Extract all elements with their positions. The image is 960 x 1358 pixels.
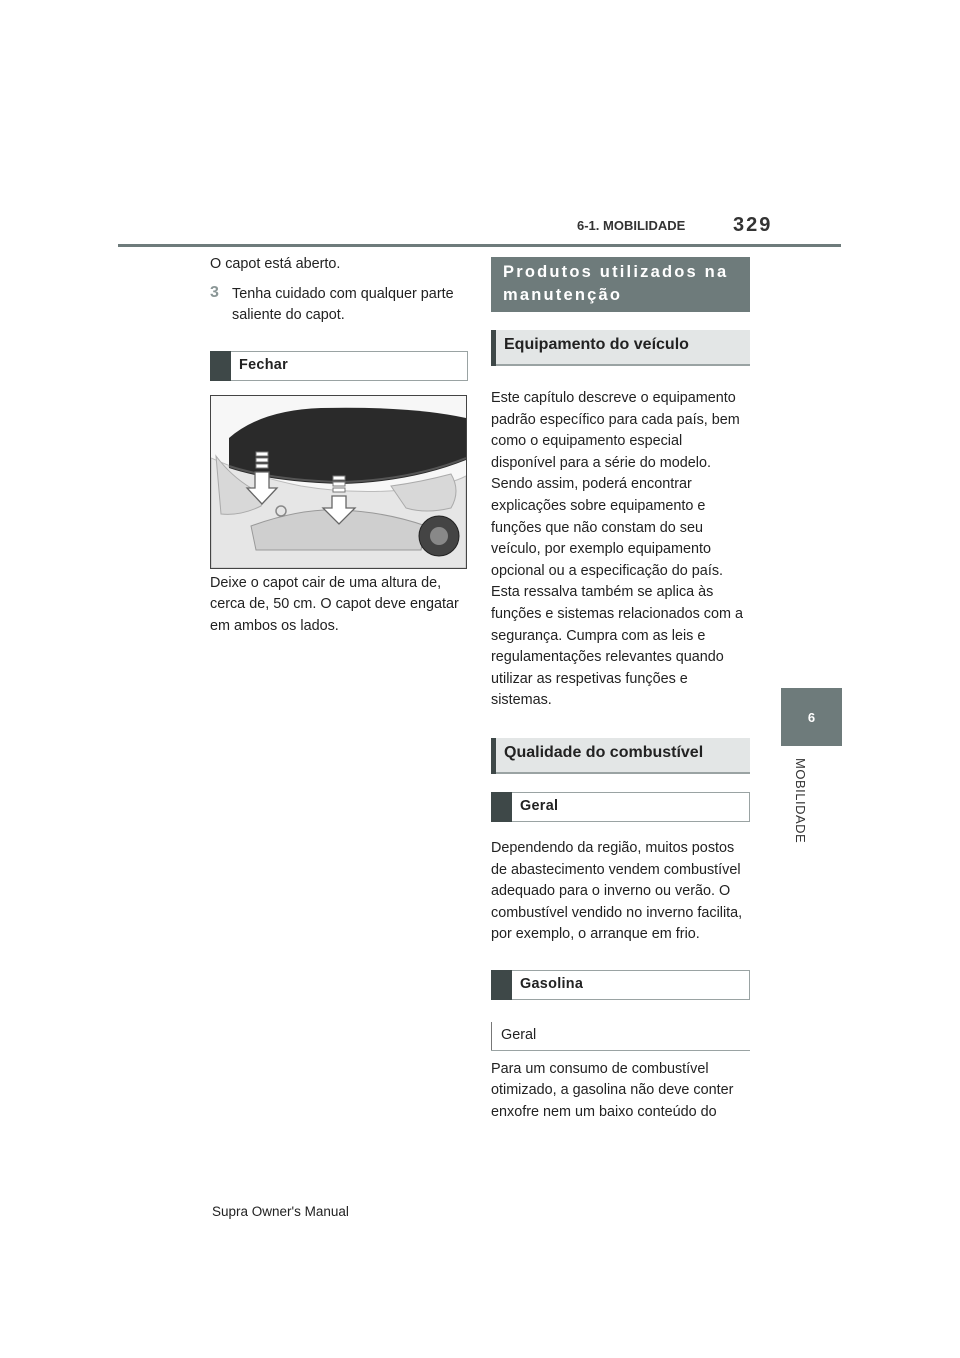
close-heading-text: Fechar: [239, 356, 288, 373]
petrol-general-heading: [491, 1022, 750, 1051]
vehicle-equipment-heading-text: Equipamento do veículo: [504, 336, 689, 353]
step-text: Tenha cuidado com qualquer parte saliente do capot.: [232, 285, 454, 324]
general-heading: [491, 792, 750, 822]
petrol-text: Para um consumo de combustível otimizado, a gasolina não deve conter enxofre nem um baixo conteúdo do: [491, 1060, 734, 1121]
page-number: 329: [733, 214, 773, 236]
chapter-tab[interactable]: [781, 688, 842, 746]
heading-marker: [491, 970, 512, 1000]
heading-marker: [491, 1022, 492, 1050]
vehicle-equipment-heading: [491, 330, 750, 366]
chapter-number: 6: [807, 709, 816, 725]
chapter-label: MOBILIDADE: [793, 758, 808, 844]
heading-marker: [491, 792, 512, 822]
step-number: 3: [210, 283, 219, 301]
general-heading-text: Geral: [520, 797, 559, 814]
maintenance-products-heading: [491, 257, 750, 312]
maintenance-heading-line1: Produtos utilizados na: [503, 263, 729, 281]
header-rule: [118, 244, 841, 247]
petrol-general-heading-text: Geral: [501, 1026, 537, 1043]
petrol-heading: [491, 970, 750, 1000]
car-hood-drawing: [211, 396, 466, 568]
hood-closing-illustration: [210, 395, 467, 569]
close-instructions: Deixe o capot cair de uma altura de, cerca de, 50 cm. O capot deve engatar em ambos os lados.: [210, 574, 459, 634]
general-text: Dependendo da região, muitos postos de abastecimento vendem combustível adequado para o inverno ou verão. O combustível vendido no inverno facilita, por exemplo, o arranque em frio.: [491, 839, 743, 943]
fuel-quality-heading-text: Qualidade do combustível: [504, 743, 704, 761]
step-item: [210, 284, 468, 327]
petrol-heading-text: Gasolina: [520, 975, 584, 992]
heading-marker: [491, 330, 496, 366]
heading-marker: [210, 351, 231, 381]
fuel-quality-heading: [491, 738, 750, 774]
manual-footer: Supra Owner's Manual: [212, 1204, 349, 1219]
maintenance-heading-line2: manutenção: [503, 286, 623, 304]
left-column: [210, 254, 468, 638]
right-column: [491, 257, 750, 1124]
hood-open-text: O capot está aberto.: [210, 256, 341, 272]
section-title: 6-1. MOBILIDADE: [577, 218, 686, 233]
close-heading: [210, 351, 468, 381]
heading-marker: [491, 738, 496, 774]
vehicle-equipment-text: Este capítulo descreve o equipamento padrão específico para cada país, bem como o equipamento especial disponível para a série do modelo. Sendo assim, poderá encontrar explicações sobre equipamento e funções que não constam do seu veículo, por exemplo equipamento opcional ou a especificação do país. Esta ressalva também se aplica às funções e sistemas relacionados com a segurança. Cumpra com as leis e regulamentações relevantes quando utilizar as respetivas funções e sistemas.: [491, 390, 743, 709]
